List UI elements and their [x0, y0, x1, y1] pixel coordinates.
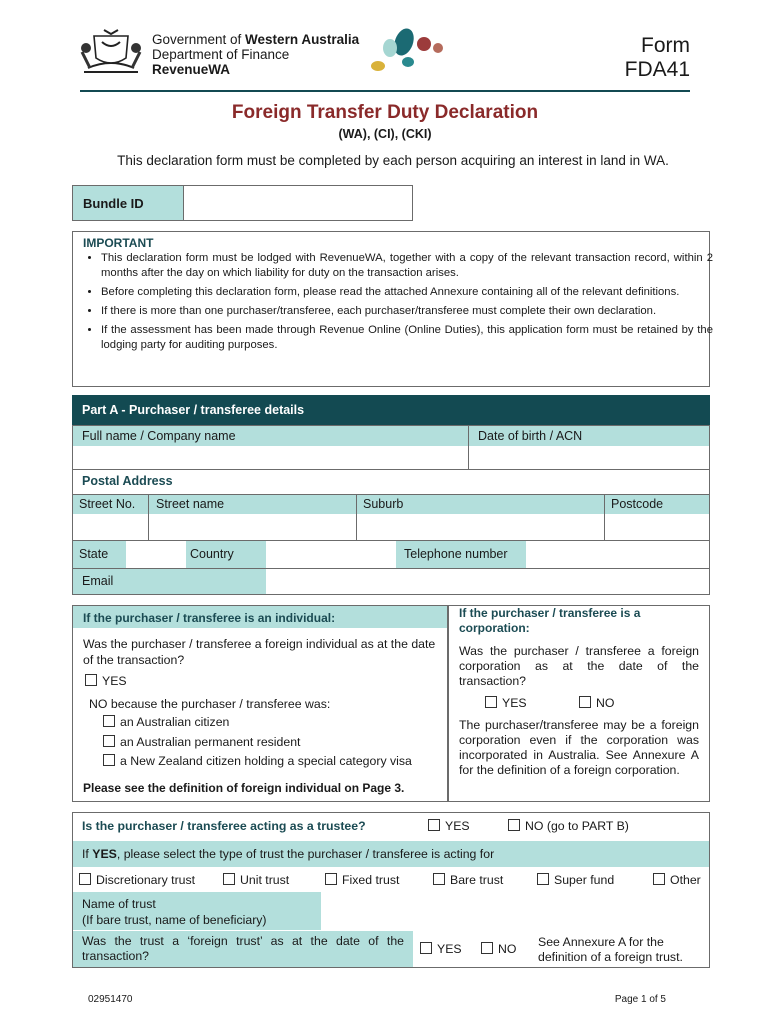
foreign-trust-yes-label: YES	[437, 942, 462, 956]
individual-yes-checkbox[interactable]	[85, 674, 97, 686]
trustee-question: Is the purchaser / transferee acting as a trustee?	[82, 819, 366, 833]
email-label: Email	[73, 569, 266, 594]
corporation-yes-checkbox[interactable]	[485, 696, 497, 708]
street-name-input[interactable]	[149, 515, 356, 540]
foreign-trust-no-label: NO	[498, 942, 517, 956]
street-no-label: Street No.	[79, 497, 136, 511]
trustee-yes-label: YES	[445, 819, 470, 833]
corporation-question: Was the purchaser / transferee a foreign corporation as at the date of the transaction?	[459, 644, 699, 688]
individual-question: Was the purchaser / transferee a foreign individual as at the date of the transaction?	[83, 637, 436, 667]
nz-citizen-label: a New Zealand citizen holding a special category visa	[120, 754, 412, 768]
important-item: • If the assessment has been made through Revenue Online (Online Duties), this application form must be retained by the lodging party for auditing purposes.	[101, 323, 713, 353]
trustee-yes-checkbox[interactable]	[428, 819, 440, 831]
state-input[interactable]	[126, 541, 186, 568]
intro-text: This declaration form must be completed by each person acquiring an interest in land in WA.	[117, 153, 669, 168]
individual-box	[72, 605, 448, 802]
foreign-trust-yes-checkbox[interactable]	[420, 942, 432, 954]
permanent-resident-checkbox[interactable]	[103, 735, 115, 747]
postcode-input[interactable]	[605, 515, 709, 540]
bare-trust-checkbox[interactable]	[433, 873, 445, 885]
important-heading: IMPORTANT	[83, 236, 154, 250]
form-number: 02951470	[88, 994, 133, 1005]
discretionary-trust-checkbox[interactable]	[79, 873, 91, 885]
form-code: Form FDA41	[624, 34, 690, 81]
other-trust-checkbox[interactable]	[653, 873, 665, 885]
corporation-heading: If the purchaser / transferee is a corporation:	[459, 606, 641, 635]
bare-trust-label: Bare trust	[450, 873, 504, 887]
part-a-header: Part A - Purchaser / transferee details	[72, 395, 710, 425]
nz-citizen-checkbox[interactable]	[103, 754, 115, 766]
bundle-id-input[interactable]	[183, 185, 413, 221]
australian-citizen-label: an Australian citizen	[120, 715, 230, 729]
individual-note: Please see the definition of foreign individual on Page 3.	[83, 781, 405, 795]
corporation-yes-label: YES	[502, 696, 527, 710]
important-item: • This declaration form must be lodged with RevenueWA, together with a copy of the relevant transaction record, within 2 months after the day on which liability for duty on the transaction arises.	[101, 251, 713, 281]
foreign-trust-no-checkbox[interactable]	[481, 942, 493, 954]
individual-heading: If the purchaser / transferee is an individual:	[83, 611, 336, 625]
telephone-label: Telephone number	[396, 541, 526, 568]
foreign-trust-question: Was the trust a ‘foreign trust’ as at the date of the transaction?	[73, 931, 413, 967]
postal-address-label: Postal Address	[82, 474, 173, 488]
trustee-no-checkbox[interactable]	[508, 819, 520, 831]
street-name-label: Street name	[156, 497, 225, 511]
corporation-box	[448, 605, 710, 802]
state-label: State	[73, 541, 126, 568]
unit-trust-label: Unit trust	[240, 873, 290, 887]
full-name-input[interactable]	[73, 447, 468, 469]
page-subtitle: (WA), (CI), (CKI)	[338, 127, 432, 141]
trust-name-input[interactable]	[321, 892, 709, 930]
fixed-trust-checkbox[interactable]	[325, 873, 337, 885]
unit-trust-checkbox[interactable]	[223, 873, 235, 885]
country-label: Country	[186, 541, 266, 568]
dob-input[interactable]	[469, 447, 709, 469]
trustee-no-label: NO (go to PART B)	[525, 819, 629, 833]
foreign-trust-note: See Annexure A for the definition of a foreign trust.	[538, 935, 683, 964]
full-name-label: Full name / Company name	[73, 426, 468, 446]
decorative-dots	[368, 26, 448, 74]
corporation-no-label: NO	[596, 696, 615, 710]
country-input[interactable]	[266, 541, 396, 568]
email-input[interactable]	[266, 569, 709, 594]
australian-citizen-checkbox[interactable]	[103, 715, 115, 727]
permanent-resident-label: an Australian permanent resident	[120, 735, 301, 749]
crest-logo	[80, 28, 142, 76]
page-number: Page 1 of 5	[614, 994, 666, 1005]
important-box	[72, 231, 713, 387]
fixed-trust-label: Fixed trust	[342, 873, 400, 887]
other-trust-label: Other	[670, 873, 701, 887]
super-fund-label: Super fund	[554, 873, 615, 887]
trust-name-label: Name of trust (If bare trust, name of beneficiary)	[73, 892, 321, 930]
suburb-label: Suburb	[363, 497, 404, 511]
individual-no-intro: NO because the purchaser / transferee was:	[89, 697, 331, 711]
super-fund-checkbox[interactable]	[537, 873, 549, 885]
important-item: • Before completing this declaration form, please read the attached Annexure containing all of the relevant definitions.	[101, 285, 713, 300]
page-title: Foreign Transfer Duty Declaration	[231, 102, 539, 123]
corporation-note: The purchaser/transferee may be a foreign corporation even if the corporation was incorporated in Australia. See Annexure A for the definition of a foreign corporation.	[459, 718, 699, 777]
postcode-label: Postcode	[611, 497, 664, 511]
discretionary-trust-label: Discretionary trust	[96, 873, 196, 887]
corporation-no-checkbox[interactable]	[579, 696, 591, 708]
bundle-id-label: Bundle ID	[72, 185, 184, 221]
street-no-input[interactable]	[73, 515, 148, 540]
important-item: • If there is more than one purchaser/transferee, each purchaser/transferee must complete their own declaration.	[101, 304, 713, 319]
government-name: Government of Western Australia Department of Finance RevenueWA	[152, 32, 360, 77]
dob-label: Date of birth / ACN	[469, 426, 709, 446]
trust-type-prompt: If YES, please select the type of trust the purchaser / transferee is acting for	[73, 841, 709, 867]
important-list	[83, 251, 713, 357]
suburb-input[interactable]	[357, 515, 604, 540]
individual-yes-label: YES	[102, 674, 127, 688]
header-divider	[80, 90, 690, 92]
telephone-input[interactable]	[526, 541, 709, 568]
